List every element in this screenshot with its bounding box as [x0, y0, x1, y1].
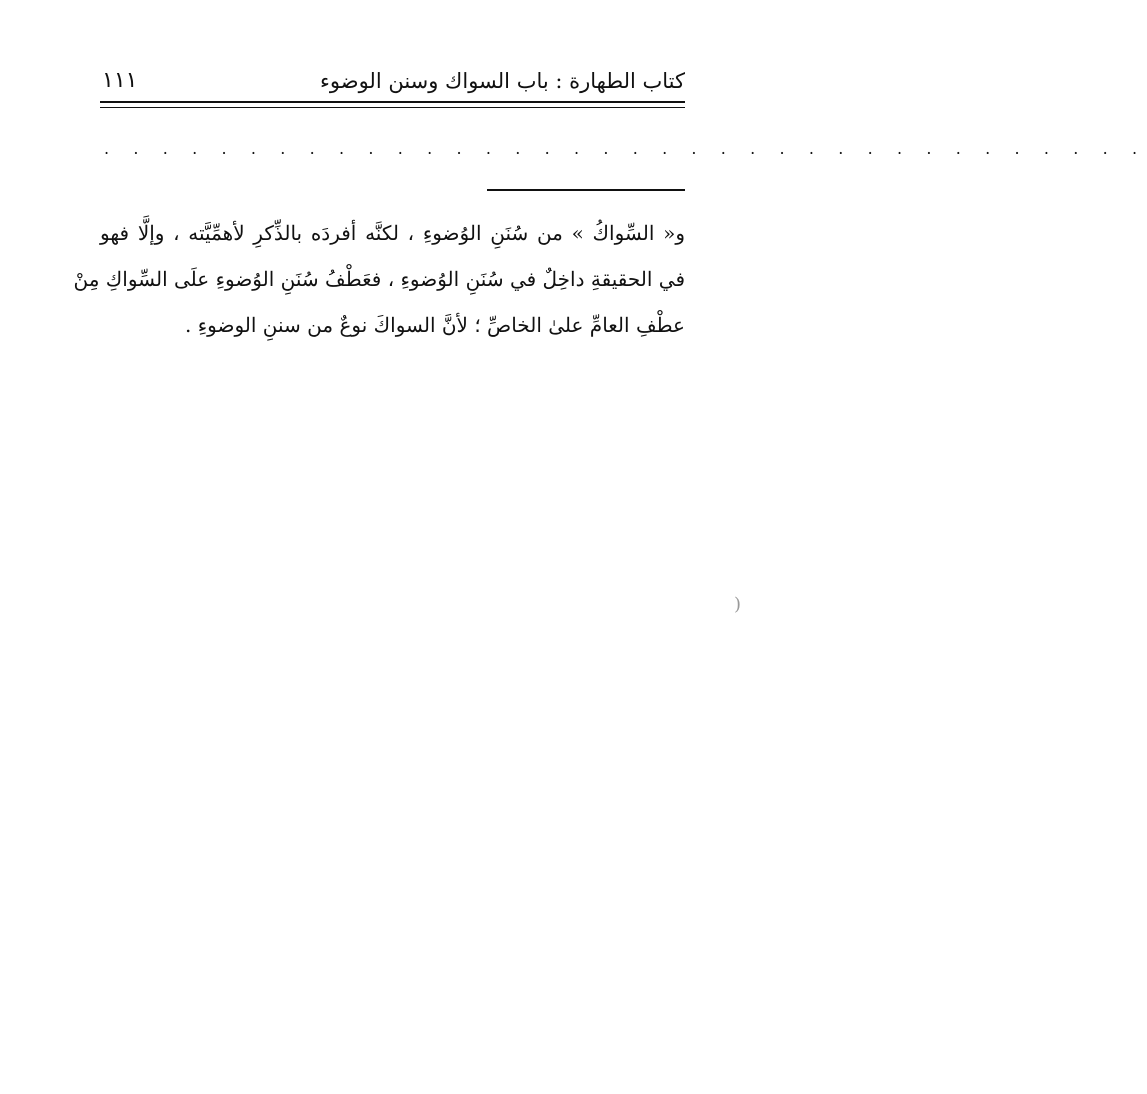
- header-rule-thick: [100, 101, 685, 103]
- footnote-separator: [487, 189, 685, 191]
- header-rule-thin: [100, 107, 685, 108]
- paragraph-line-1: و« السِّواكُ » من سُنَنِ الوُضوءِ ، لكنَّه أفردَه بالذِّكرِ لأهمِّيَّته ، وإلَّا فهو: [100, 221, 685, 245]
- commentary-paragraph: [73, 210, 685, 348]
- running-header: [100, 64, 685, 100]
- paragraph-line-3: عطْفِ العامِّ علىٰ الخاصِّ ؛ لأنَّ السواكَ نوعٌ من سننِ الوضوءِ .: [185, 313, 685, 337]
- omission-dots: . . . . . . . . . . . . . . . . . . . . . . . . . . . . . . . . . . . .: [104, 139, 1147, 158]
- page-number: ١١١: [102, 68, 138, 93]
- scan-margin-mark: ): [734, 594, 742, 615]
- paragraph-line-2: في الحقيقةِ داخِلٌ في سُنَنِ الوُضوءِ ، فعَطْفُ سُنَنِ الوُضوءِ علَى السِّواكِ مِنْ: [73, 267, 685, 291]
- running-header-title: كتاب الطهارة : باب السواك وسنن الوضوء: [320, 69, 685, 93]
